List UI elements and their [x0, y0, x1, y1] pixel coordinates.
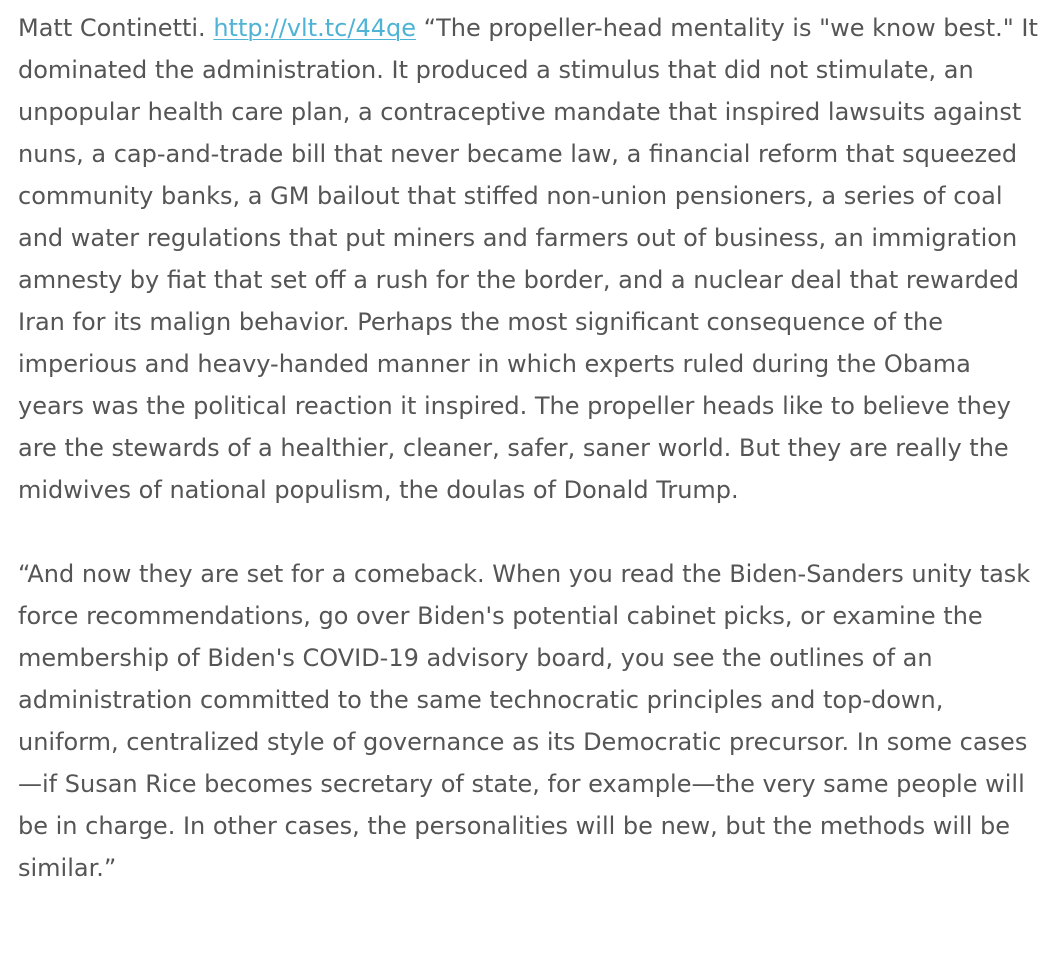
paragraph-2: “And now they are set for a comeback. When you read the Biden-Sanders unity task force recommendations, go over Biden's potential cabinet picks, or examine the membership of Biden's COVID-19 advisory board, you see the outlines of an administration committed to the same technocratic principles and top-down, uniform, centralized style of governance as its Democratic precursor. In some cases—if Susan Rice becomes secretary of state, for example—the very same people will be in charge. In other cases, the personalities will be new, but the methods will be similar.” [18, 560, 1031, 882]
quote-text: “The propeller-head mentality is "we know best." It dominated the administration. It produced a stimulus that did not stimulate, an unpopular health care plan, a contraceptive mandate that inspired lawsuits against nuns, a cap-and-trade bill that never became law, a financial reform that squeezed community banks, a GM bailout that stiffed non-union pensioners, a series of coal and water regulations that put miners and farmers out of business, an immigration amnesty by fiat that set off a rush for the border, and a nuclear deal that rewarded Iran for its malign behavior. Perhaps the most significant consequence of the imperious and heavy-handed manner in which experts ruled during the Obama years was the political reaction it inspired. The propeller heads like to believe they are the stewards of a healthier, cleaner, safer, saner world. But they are really the midwives of national populism, the doulas of Donald Trump. [18, 14, 1038, 504]
author-name: Matt Continetti. [18, 14, 206, 42]
paragraph-1 [18, 7, 1042, 511]
source-link[interactable]: http://vlt.tc/44qe [213, 14, 416, 42]
article-body [18, 7, 1042, 889]
